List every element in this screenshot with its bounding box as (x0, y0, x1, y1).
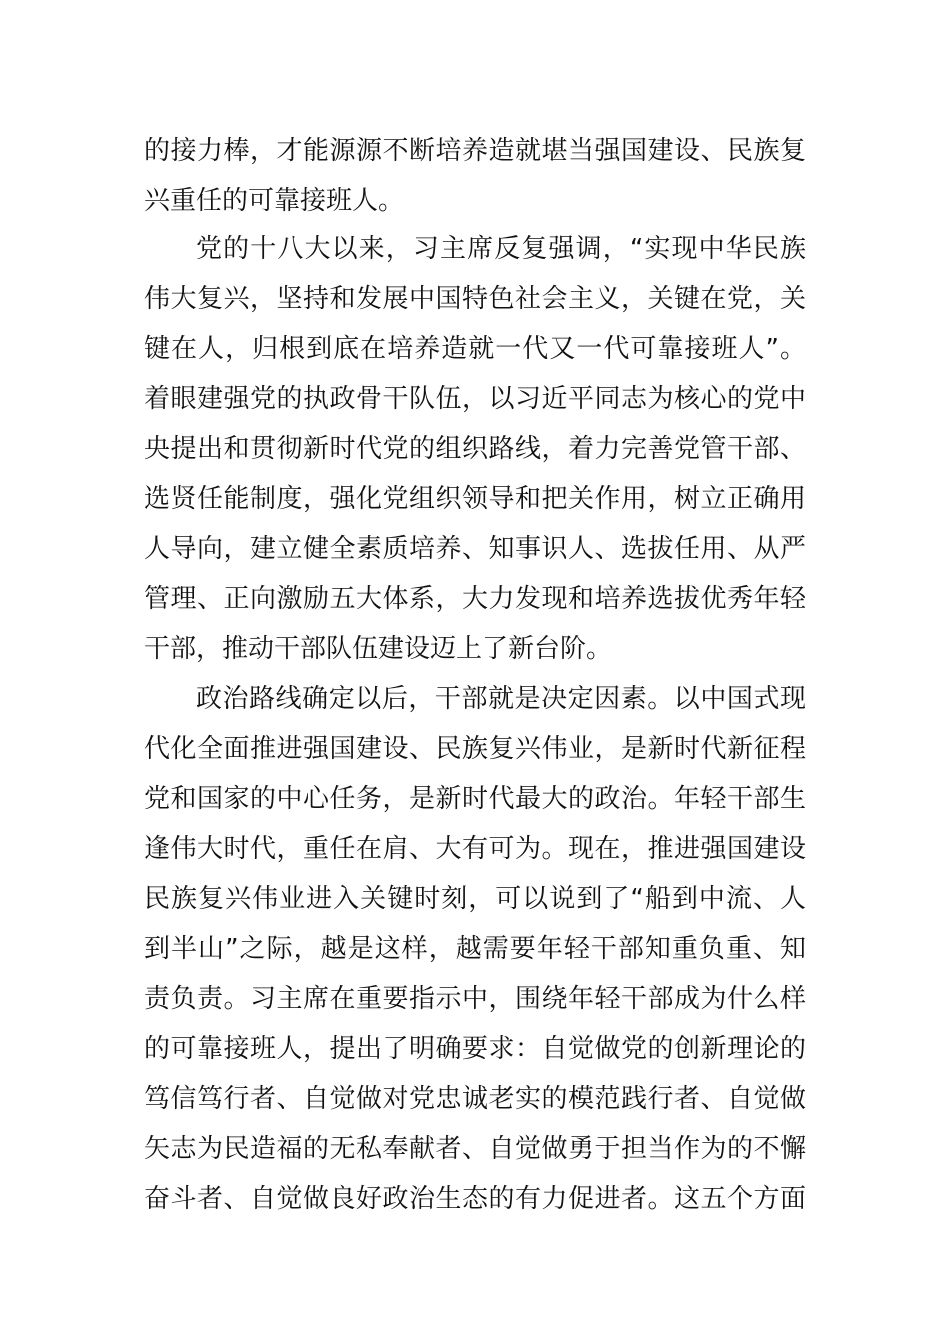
text-line: 政治路线确定以后，干部就是决定因素。以中国式现 (196, 684, 806, 714)
text-line: 责负责。习主席在重要指示中，围绕年轻干部成为什么样 (144, 984, 806, 1014)
text-line: 人导向，建立健全素质培养、知事识人、选拔任用、从严 (144, 534, 806, 564)
text-line: 笃信笃行者、自觉做对党忠诚老实的模范践行者、自觉做 (144, 1084, 806, 1114)
text-line: 干部，推动干部队伍建设迈上了新台阶。 (144, 634, 613, 664)
text-line: 央提出和贯彻新时代党的组织路线，着力完善党管干部、 (144, 434, 806, 464)
text-line: 着眼建强党的执政骨干队伍，以习近平同志为核心的党中 (144, 384, 806, 414)
text-line: 党和国家的中心任务，是新时代最大的政治。年轻干部生 (144, 784, 806, 814)
text-line: 的接力棒，才能源源不断培养造就堪当强国建设、民族复 (144, 136, 806, 166)
text-line: 兴重任的可靠接班人。 (144, 186, 405, 216)
text-line: 奋斗者、自觉做良好政治生态的有力促进者。这五个方面 (144, 1184, 806, 1214)
text-line: 党的十八大以来，习主席反复强调，“实现中华民族 (196, 234, 806, 264)
text-line: 民族复兴伟业进入关键时刻，可以说到了“船到中流、人 (144, 884, 806, 914)
text-line: 管理、正向激励五大体系，大力发现和培养选拔优秀年轻 (144, 584, 806, 614)
text-line: 矢志为民造福的无私奉献者、自觉做勇于担当作为的不懈 (144, 1134, 806, 1164)
text-line: 伟大复兴，坚持和发展中国特色社会主义，关键在党，关 (144, 284, 806, 314)
text-line: 键在人，归根到底在培养造就一代又一代可靠接班人”。 (144, 334, 806, 364)
text-line: 的可靠接班人，提出了明确要求：自觉做党的创新理论的 (144, 1034, 806, 1064)
text-line: 到半山”之际，越是这样，越需要年轻干部知重负重、知 (144, 934, 806, 964)
text-line: 代化全面推进强国建设、民族复兴伟业，是新时代新征程 (144, 734, 806, 764)
text-line: 选贤任能制度，强化党组织领导和把关作用，树立正确用 (144, 484, 806, 514)
text-line: 逢伟大时代，重任在肩、大有可为。现在，推进强国建设 (144, 834, 806, 864)
